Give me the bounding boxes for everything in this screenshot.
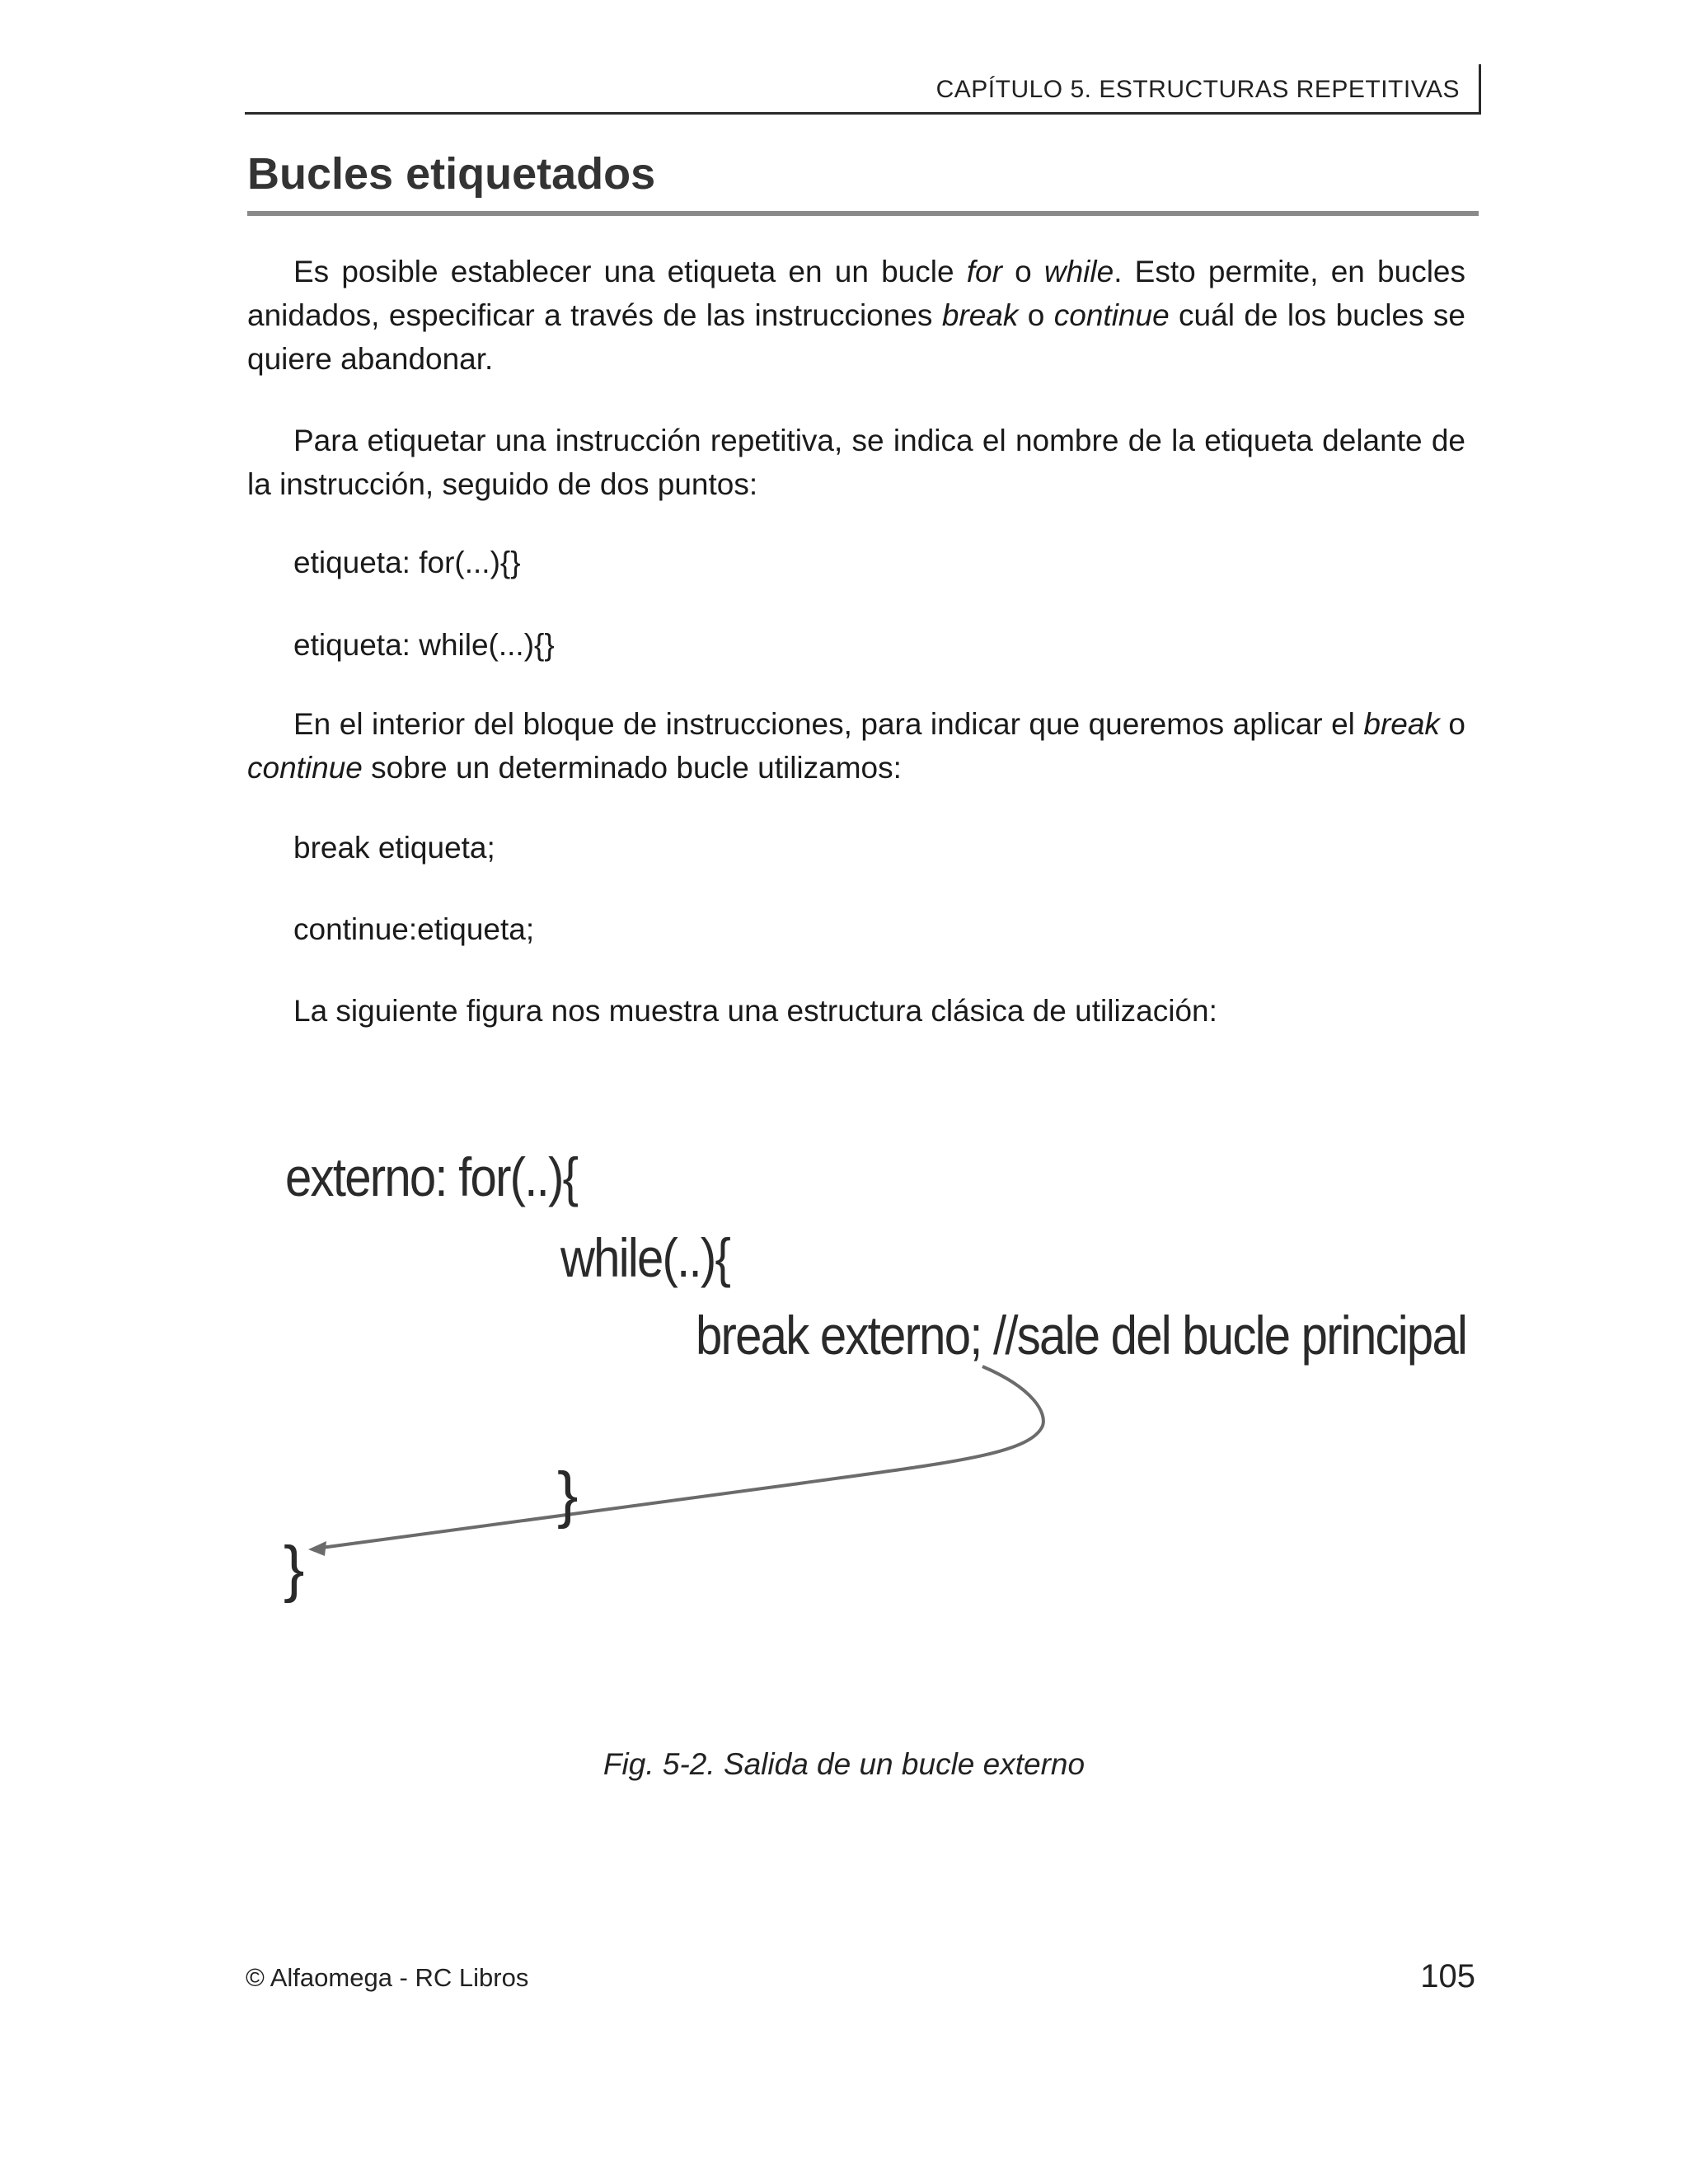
figure-line-break: break externo; //sale del bucle principal	[696, 1305, 1467, 1366]
figure-inner-close-brace: }	[557, 1460, 579, 1530]
paragraph-4: La siguiente figura nos muestra una estructura clásica de utilización:	[293, 994, 1217, 1028]
keyword-break-2: break	[1363, 707, 1440, 741]
code-line-continue: continue:etiqueta;	[293, 912, 535, 946]
keyword-continue: continue	[1053, 298, 1170, 332]
running-header	[245, 64, 1481, 115]
running-header-rule	[1479, 64, 1481, 112]
figure-outer-close-brace: }	[284, 1534, 305, 1604]
figure-caption: Fig. 5-2. Salida de un bucle externo	[603, 1747, 1085, 1781]
running-header-title: CAPÍTULO 5. ESTRUCTURAS REPETITIVAS	[935, 76, 1460, 103]
keyword-while: while	[1043, 255, 1114, 288]
arrow-head-icon	[308, 1541, 326, 1556]
code-line-for: etiqueta: for(...){}	[293, 546, 521, 579]
figure-line-inner-while: while(..){	[560, 1227, 730, 1288]
code-example-while	[247, 623, 1465, 667]
section-title: Bucles etiquetados	[247, 148, 1479, 216]
keyword-continue-2: continue	[247, 751, 363, 785]
code-example-break	[247, 826, 1465, 869]
page-number: 105	[1420, 1958, 1475, 1994]
paragraph-intro	[247, 250, 1465, 381]
figure-line-outer-for: externo: for(..){	[285, 1146, 578, 1207]
code-example-continue	[247, 907, 1465, 951]
paragraph-break-continue	[247, 702, 1465, 790]
code-line-break: break etiqueta;	[293, 831, 495, 865]
paragraph-label-intro	[247, 419, 1465, 506]
paragraph-3: En el interior del bloque de instrucciones, para indicar que queremos aplicar el break o continue sobre un determinado bucle utilizamos:	[247, 707, 1465, 785]
paragraph-figure-intro	[247, 989, 1465, 1033]
code-example-for	[247, 541, 1465, 584]
paragraph-2: Para etiquetar una instrucción repetitiva, se indica el nombre de la etiqueta delante de la instrucción, seguido de dos puntos:	[247, 424, 1465, 501]
paragraph-1: Es posible establecer una etiqueta en un bucle for o while. Esto permite, en bucles anidados, especificar a través de las instrucciones break o continue cuál de los bucles se quiere abandonar.	[247, 255, 1466, 376]
figure-labeled-loop	[272, 1129, 1475, 1640]
keyword-break: break	[941, 298, 1019, 332]
keyword-for: for	[966, 255, 1002, 288]
code-line-while: etiqueta: while(...){}	[293, 628, 555, 662]
footer-publisher: © Alfaomega - RC Libros	[246, 1963, 529, 1992]
